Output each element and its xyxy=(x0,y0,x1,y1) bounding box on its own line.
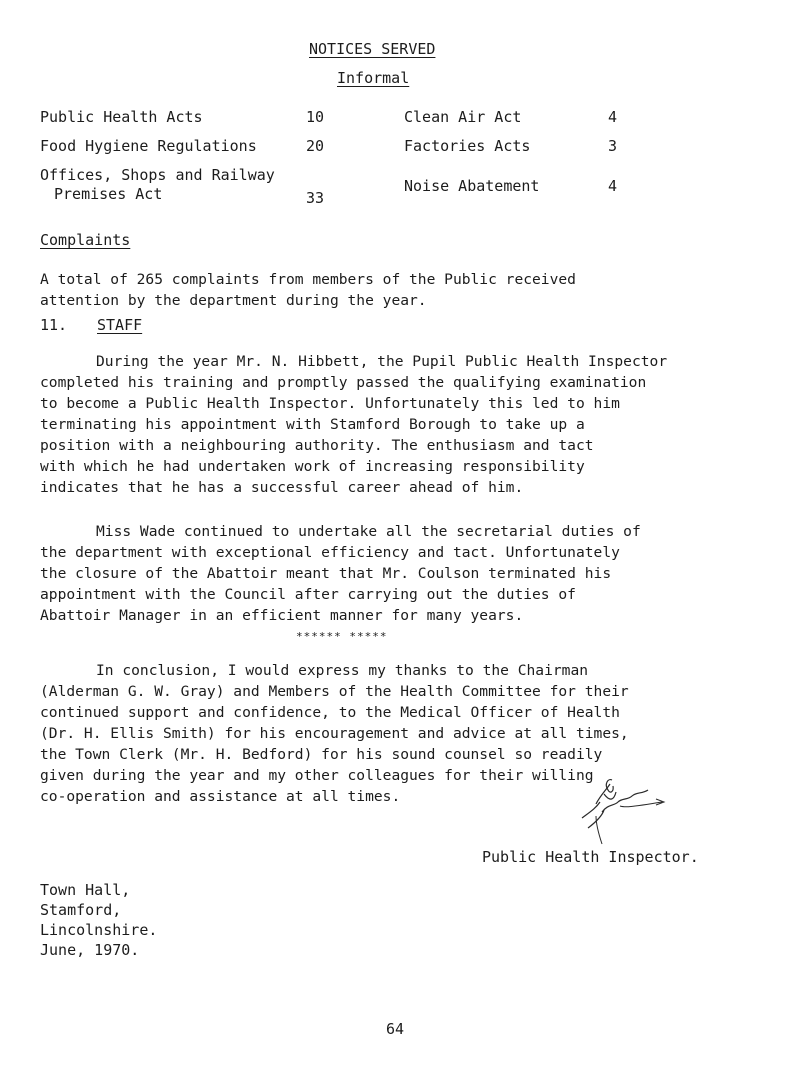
notice-left-label: Public Health Acts xyxy=(40,108,203,126)
text-line: indicates that he has a successful career ahead of him. xyxy=(40,479,524,496)
text-line: position with a neighbouring authority. The enthusiasm and tact xyxy=(40,437,594,454)
address-line: Stamford, xyxy=(40,901,122,919)
text-line: In conclusion, I would express my thanks to the Chairman xyxy=(96,662,589,679)
text-line: to become a Public Health Inspector. Unfortunately this led to him xyxy=(40,395,620,412)
text-line: the department with exceptional efficiency and tact. Unfortunately xyxy=(40,544,620,561)
text-line: attention by the department during the year. xyxy=(40,292,427,309)
text-line: co-operation and assistance at all times. xyxy=(40,788,401,805)
text-line: Abattoir Manager in an efficient manner for many years. xyxy=(40,607,524,624)
text-line: continued support and confidence, to the Medical Officer of Health xyxy=(40,704,620,721)
address-line: Lincolnshire. xyxy=(40,921,158,939)
page-number: 64 xyxy=(386,1020,405,1038)
text-line: the Town Clerk (Mr. H. Bedford) for his sound counsel so readily xyxy=(40,746,603,763)
notice-right-label: Clean Air Act xyxy=(404,108,522,126)
notice-right-label: Noise Abatement xyxy=(404,177,540,195)
text-line: given during the year and my other colleagues for their willing xyxy=(40,767,594,784)
text-line: During the year Mr. N. Hibbett, the Pupil Public Health Inspector xyxy=(96,353,668,370)
text-line: appointment with the Council after carrying out the duties of xyxy=(40,586,576,603)
staff-paragraph-2 xyxy=(40,521,780,626)
section-separator: ****** ***** xyxy=(296,630,388,643)
notice-left-count: 10 xyxy=(306,108,325,126)
complaints-paragraph xyxy=(40,269,780,311)
text-line: (Alderman G. W. Gray) and Members of the Health Committee for their xyxy=(40,683,629,700)
address-line: Town Hall, xyxy=(40,881,131,899)
text-line: terminating his appointment with Stamford Borough to take up a xyxy=(40,416,585,433)
handwritten-signature xyxy=(552,772,672,852)
address-line: June, 1970. xyxy=(40,941,140,959)
text-line: Miss Wade continued to undertake all the secretarial duties of xyxy=(96,523,641,540)
notice-left-label: Food Hygiene Regulations xyxy=(40,137,257,155)
notice-right-label: Factories Acts xyxy=(404,137,531,155)
staff-section-number: 11. xyxy=(40,316,68,334)
text-line: with which he had undertaken work of increasing responsibility xyxy=(40,458,585,475)
notice-left-count: 20 xyxy=(306,137,325,155)
text-line: the closure of the Abattoir meant that Mr. Coulson terminated his xyxy=(40,565,612,582)
notices-subheading: Informal xyxy=(337,69,410,87)
notice-left-label-line2: Premises Act xyxy=(54,185,163,203)
address-block xyxy=(40,880,157,960)
notice-left-count: 33 xyxy=(306,189,325,207)
notice-right-count: 4 xyxy=(608,177,618,195)
notice-left-label-line1: Offices, Shops and Railway xyxy=(40,166,275,184)
text-line: completed his training and promptly passed the qualifying examination xyxy=(40,374,647,391)
text-line: A total of 265 complaints from members of the Public received xyxy=(40,271,576,288)
notices-heading: NOTICES SERVED xyxy=(309,40,436,58)
staff-heading: STAFF xyxy=(97,316,143,334)
notice-right-count: 3 xyxy=(608,137,618,155)
notice-right-count: 4 xyxy=(608,108,618,126)
complaints-heading: Complaints xyxy=(40,231,131,249)
signature-title: Public Health Inspector. xyxy=(482,848,699,866)
staff-paragraph-1 xyxy=(40,351,780,498)
text-line: (Dr. H. Ellis Smith) for his encouragement and advice at all times, xyxy=(40,725,629,742)
